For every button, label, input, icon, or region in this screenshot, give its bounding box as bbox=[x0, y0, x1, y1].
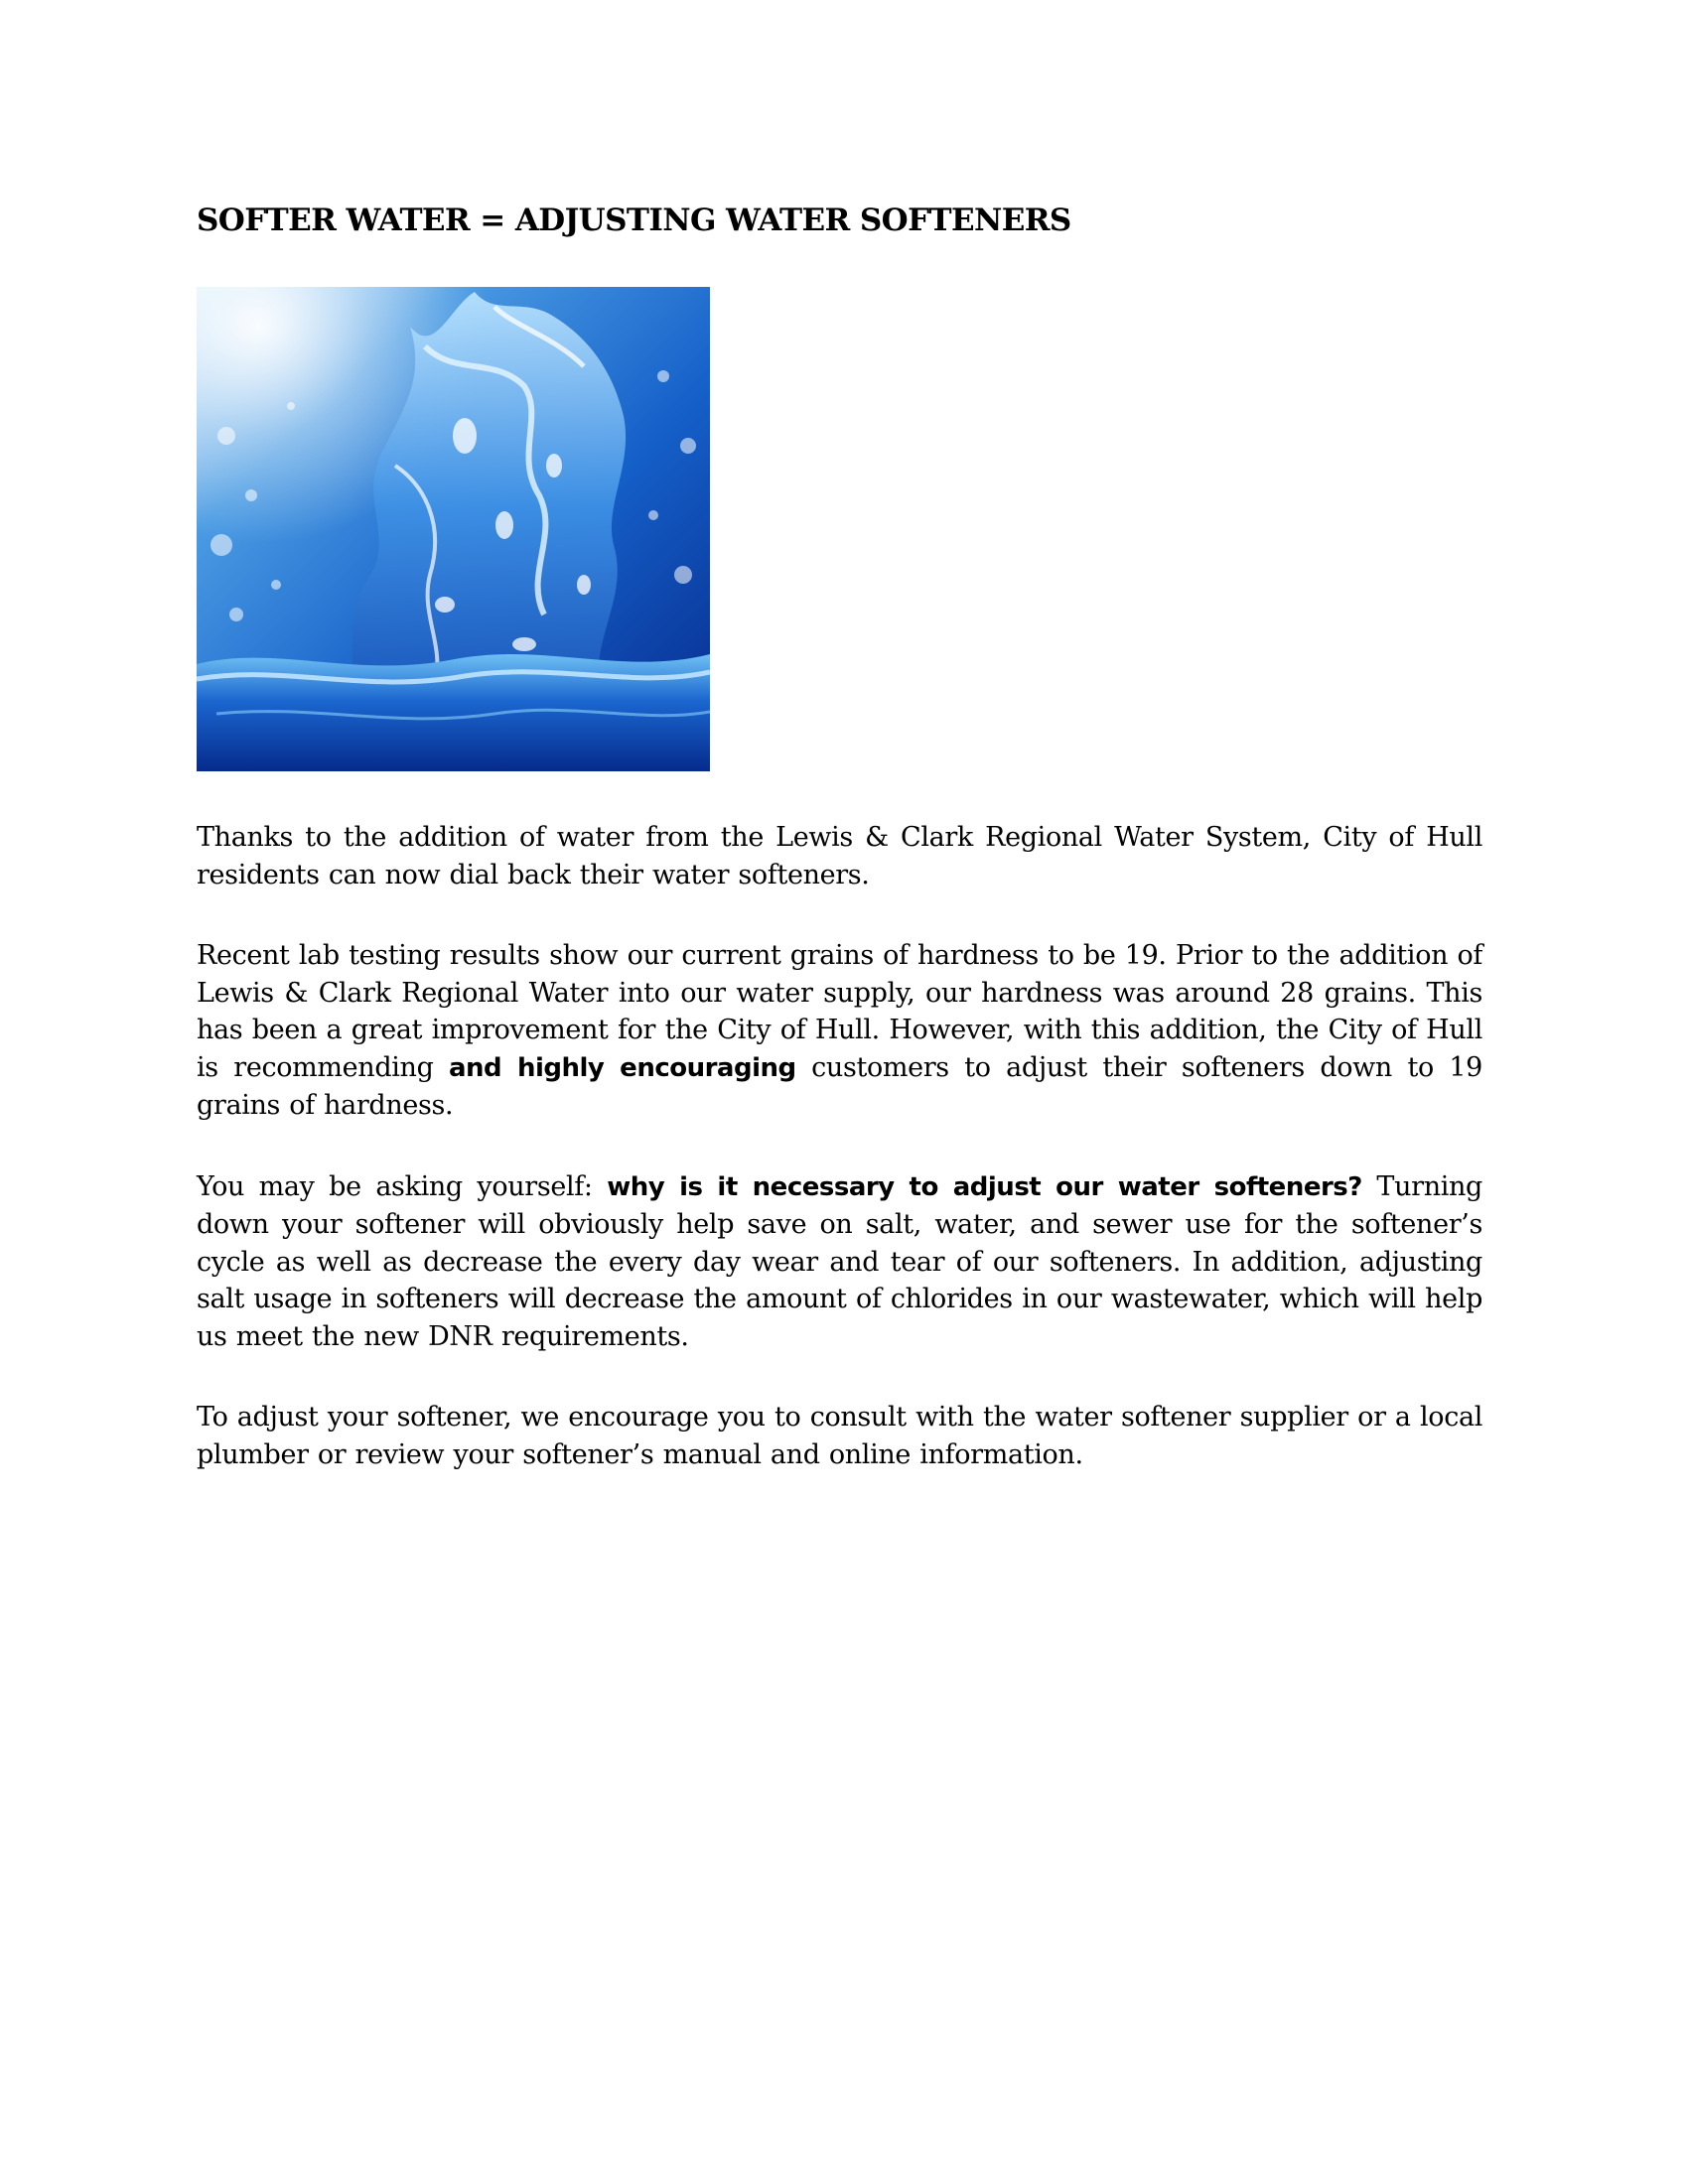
paragraph-lab-results-text-end: customers to adjust their softeners down to 19 grains of hardness. bbox=[197, 1051, 1482, 1121]
page-title: SOFTER WATER = ADJUSTING WATER SOFTENERS bbox=[197, 203, 1071, 238]
paragraph-intro: Thanks to the addition of water from the Lewis & Clark Regional Water System, City of Hull residents can now dial back their water softeners. bbox=[197, 822, 1482, 890]
paragraph-how-to-adjust: To adjust your softener, we encourage you to consult with the water softener supplier or a local plumber or review your softener’s manual and online information. bbox=[197, 1402, 1482, 1470]
paragraph-why-adjust-text-end: Turning down your softener will obviously help save on salt, water, and sewer use for the softener’s cycle as well as decrease the every day wear and tear of our softeners. In addition, adjusting salt usage in softeners will decrease the amount of chlorides in our wastewater, which will help us meet the new DNR requirements. bbox=[197, 1170, 1482, 1352]
paragraph-lab-results-text: Recent lab testing results show our current grains of hardness to be 19. Prior to the addition of Lewis & Clark Regional Water into our water supply, our hardness was around 28 grains. This has been a great improvement for the City of Hull. However, with this addition, the City of Hull is recommending bbox=[197, 940, 1482, 1083]
paragraph-why-adjust-text: You may be asking yourself: bbox=[197, 1170, 608, 1202]
paragraph-why-adjust-question: why is it necessary to adjust our water softeners? bbox=[607, 1171, 1362, 1202]
water-splash-photo bbox=[197, 287, 710, 771]
paragraph-lab-results bbox=[197, 937, 1482, 1125]
paragraph-why-adjust bbox=[197, 1168, 1482, 1356]
document-page bbox=[197, 199, 1482, 1473]
paragraph-lab-results-emphasis: and highly encouraging bbox=[449, 1052, 796, 1083]
